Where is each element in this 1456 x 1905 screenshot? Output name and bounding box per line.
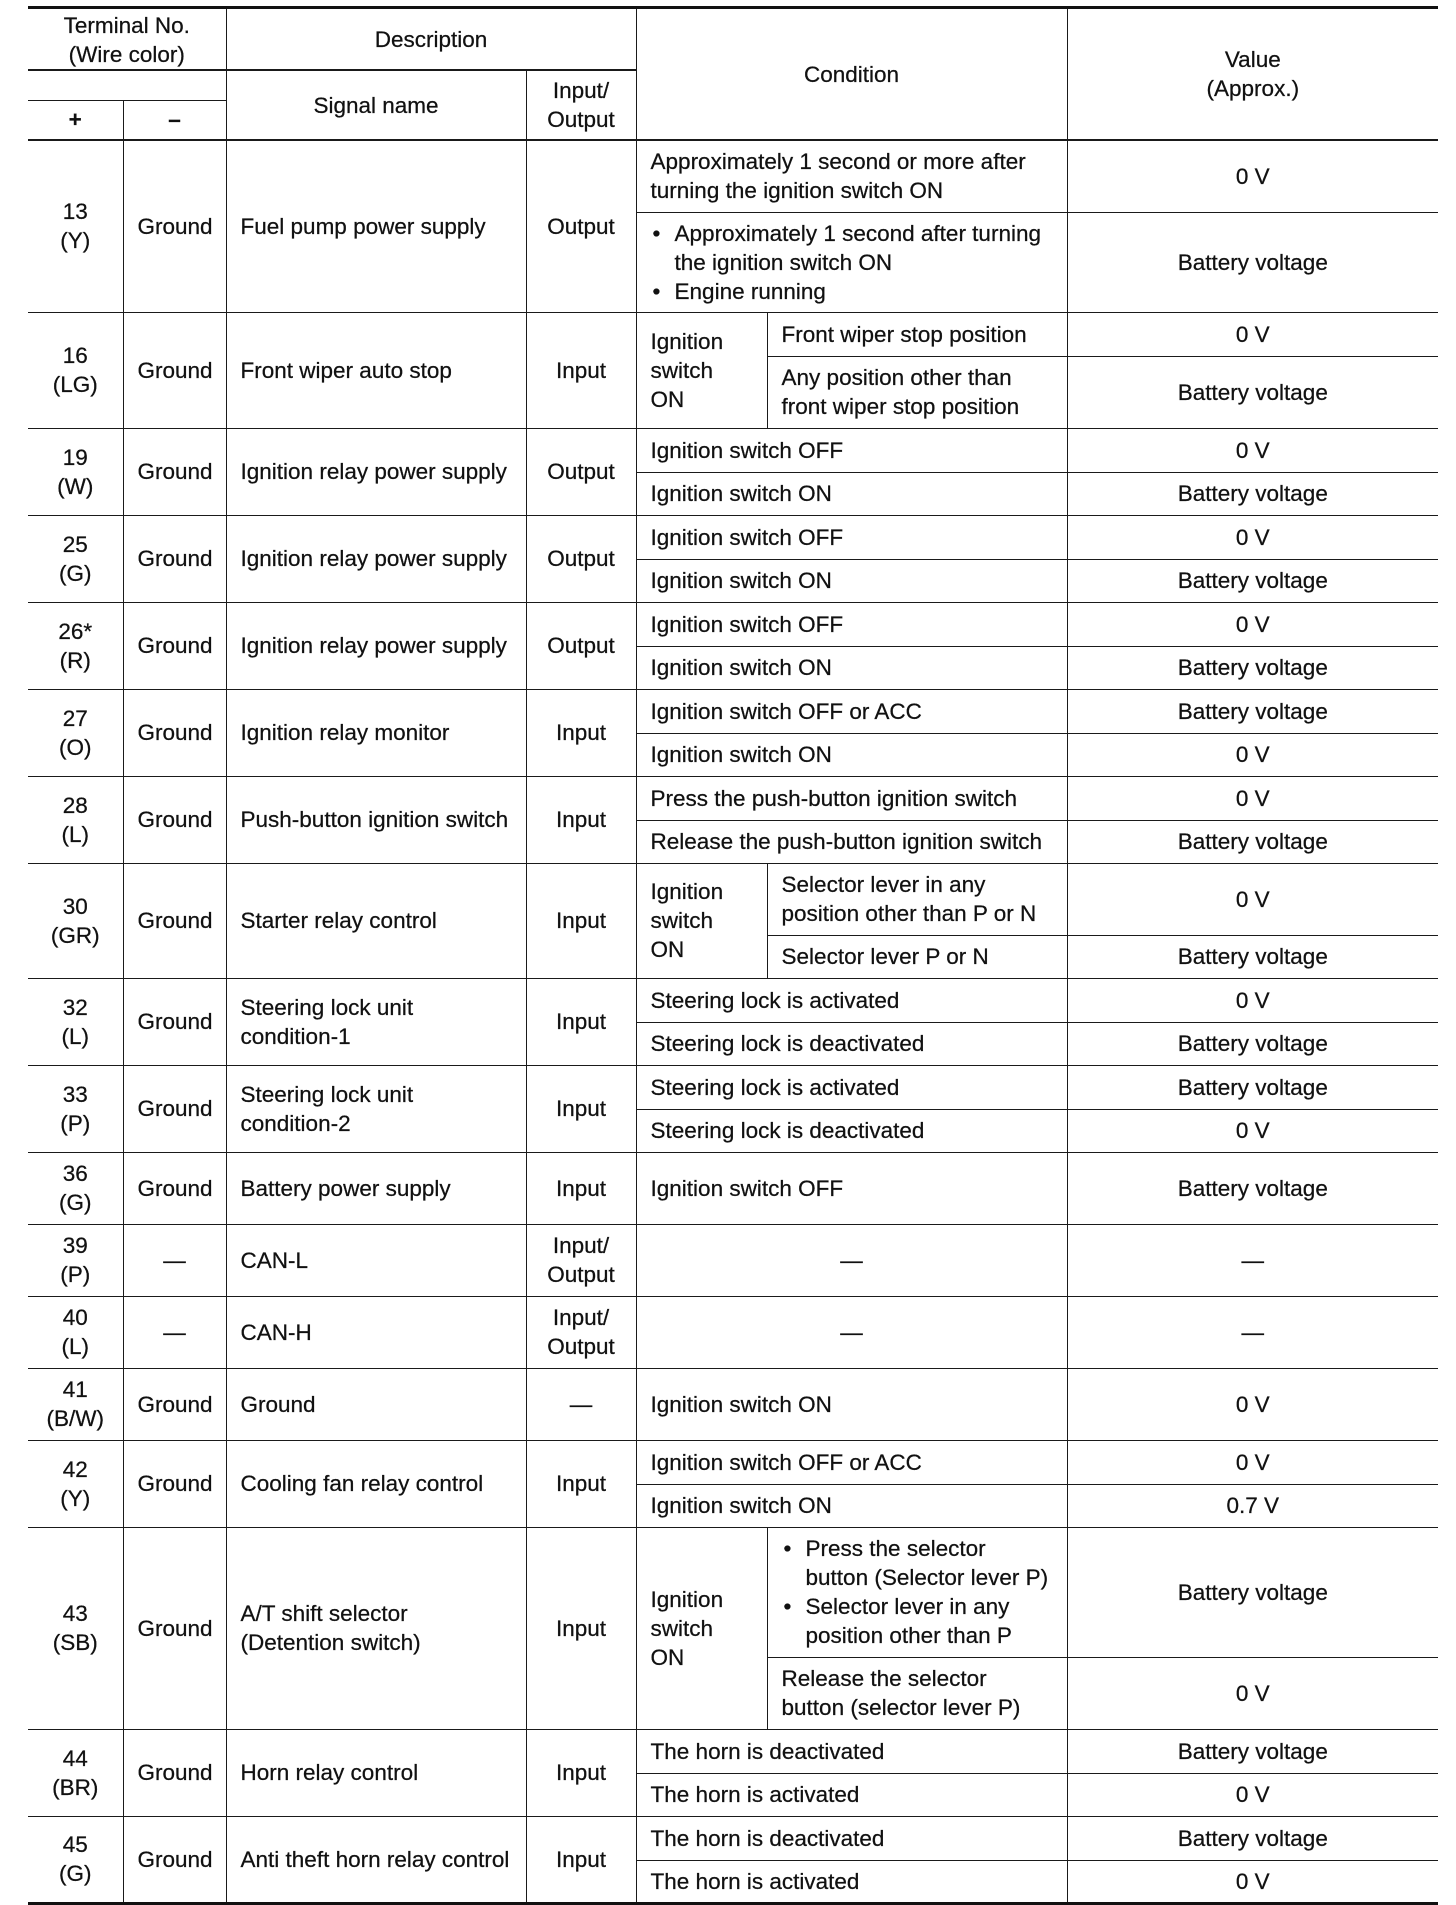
terminal-cell [28,515,123,602]
signal-name: Ignition relay power supply [226,602,526,689]
input-output: Input [526,1816,636,1903]
terminal-cell [28,312,123,428]
terminal-cell [28,863,123,978]
wire-color: (W) [57,473,94,499]
signal-name: Cooling fan relay control [226,1440,526,1527]
terminal-cell [28,1296,123,1368]
wire-color: (P) [60,1262,91,1287]
condition-cell: Ignition switch ON [636,559,1067,602]
condition-cell: The horn is deactivated [636,1729,1067,1773]
input-output: Output [526,140,636,312]
signal-name: Horn relay control [226,1729,526,1816]
terminal-number: 43 [62,1601,88,1626]
value-cell: 0 V [1067,1860,1438,1903]
terminal-number: 16 [62,343,88,368]
condition-cell: Front wiper stop position [767,312,1067,356]
condition-cell: Release the selector button (selector lever P) [767,1657,1067,1729]
signal-name: Steering lock unit condition-2 [226,1065,526,1152]
terminal-cell [28,776,123,863]
table-header [28,8,1438,141]
condition-cell: Approximately 1 second or more after turning the ignition switch ON [636,140,1067,212]
table-row [28,1296,1438,1368]
signal-name: CAN-L [226,1224,526,1296]
input-output: Input [526,312,636,428]
condition-cell: Any position other than front wiper stop position [767,356,1067,428]
minus-terminal: Ground [123,776,226,863]
terminal-cell [28,1527,123,1729]
condition-cell: — [636,1224,1067,1296]
condition-cell: Ignition switch OFF [636,428,1067,472]
wire-color: (O) [59,734,92,760]
table-row [28,978,1438,1022]
value-cell: Battery voltage [1067,356,1438,428]
terminal-cell [28,1729,123,1816]
terminal-number: 19 [62,444,88,470]
table-row [28,515,1438,559]
input-output: Output [526,602,636,689]
signal-name: Push-button ignition switch [226,776,526,863]
value-cell: Battery voltage [1067,1816,1438,1860]
condition-cell: Ignition switch OFF or ACC [636,1440,1067,1484]
wire-color: (L) [61,821,89,847]
table-row [28,602,1438,646]
input-output: Input/ Output [526,1224,636,1296]
terminal-cell [28,428,123,515]
terminal-number: 39 [62,1233,88,1258]
minus-header: – [123,100,226,140]
minus-terminal: Ground [123,602,226,689]
io-header-line2: Output [547,107,615,132]
condition-header: Condition [636,8,1067,141]
terminal-cell [28,1152,123,1224]
terminal-number: 27 [62,705,88,731]
input-output: Input [526,776,636,863]
value-cell: 0 V [1067,733,1438,776]
terminal-no-header [28,8,226,71]
table-body [28,140,1438,1903]
wire-color: (L) [61,1334,89,1359]
wire-color: (G) [59,560,92,586]
value-header [1067,8,1438,141]
signal-name-header: Signal name [226,70,526,140]
input-output: Input [526,1152,636,1224]
condition-cell: Release the push-button ignition switch [636,820,1067,863]
condition-cell: Ignition switch ON [636,646,1067,689]
value-cell: Battery voltage [1067,212,1438,312]
value-cell: — [1067,1224,1438,1296]
table-row [28,1816,1438,1860]
minus-terminal: Ground [123,1440,226,1527]
terminal-number: 41 [62,1377,88,1402]
signal-name: Anti theft horn relay control [226,1816,526,1903]
signal-name: A/T shift selector (Detention switch) [226,1527,526,1729]
signal-name: Ignition relay monitor [226,689,526,776]
terminal-number: 36 [62,1161,88,1186]
value-cell: 0.7 V [1067,1484,1438,1527]
terminal-number: 44 [62,1745,88,1771]
minus-terminal: Ground [123,428,226,515]
terminal-header-label: Terminal No. [63,13,190,38]
signal-name: Ignition relay power supply [226,515,526,602]
condition-cell: The horn is activated [636,1860,1067,1903]
condition-cell [767,1527,1067,1657]
condition-bullet: • Approximately 1 second after turning the ignition switch ON [651,219,1053,277]
terminal-number: 32 [62,994,88,1020]
plus-header: + [28,100,123,140]
table-row [28,1368,1438,1440]
condition-group: Ignition switch ON [636,1527,767,1729]
value-cell: Battery voltage [1067,689,1438,733]
table-row [28,863,1438,935]
terminal-cell [28,978,123,1065]
value-cell: Battery voltage [1067,820,1438,863]
wire-color: (BR) [52,1774,99,1800]
signal-name: Starter relay control [226,863,526,978]
signal-name: Ignition relay power supply [226,428,526,515]
input-output: — [526,1368,636,1440]
wire-color: (SB) [52,1630,98,1655]
io-header [526,70,636,140]
value-cell: Battery voltage [1067,1729,1438,1773]
condition-cell: Ignition switch OFF [636,1152,1067,1224]
minus-terminal: Ground [123,863,226,978]
condition-cell: The horn is deactivated [636,1816,1067,1860]
value-cell: 0 V [1067,428,1438,472]
table-row [28,1224,1438,1296]
signal-name: Front wiper auto stop [226,312,526,428]
input-output: Input/ Output [526,1296,636,1368]
terminal-header-spacer [28,70,226,100]
condition-group: Ignition switch ON [636,312,767,428]
minus-terminal: Ground [123,1816,226,1903]
table-row [28,1729,1438,1773]
table-row [28,1527,1438,1657]
value-cell: 0 V [1067,312,1438,356]
condition-bullet: • Press the selector button (Selector lever P) [782,1534,1053,1592]
table-row [28,1152,1438,1224]
condition-cell: Press the push-button ignition switch [636,776,1067,820]
condition-cell [636,212,1067,312]
value-cell: Battery voltage [1067,1065,1438,1109]
value-cell: Battery voltage [1067,646,1438,689]
condition-cell: — [636,1296,1067,1368]
value-cell: 0 V [1067,1773,1438,1816]
terminal-cell [28,689,123,776]
input-output: Input [526,1729,636,1816]
signal-name: CAN-H [226,1296,526,1368]
value-cell: 0 V [1067,1657,1438,1729]
wire-color: (G) [59,1190,92,1215]
terminal-number: 33 [62,1081,88,1107]
value-cell: 0 V [1067,1440,1438,1484]
condition-bullet: • Engine running [651,277,1053,306]
condition-cell: Ignition switch ON [636,733,1067,776]
condition-cell: Ignition switch ON [636,472,1067,515]
terminal-number: 30 [62,893,88,919]
condition-bullet: • Selector lever in any position other than P [782,1592,1053,1650]
condition-cell: Ignition switch OFF [636,602,1067,646]
input-output: Input [526,1065,636,1152]
value-cell: 0 V [1067,515,1438,559]
wire-color-header-label: (Wire color) [68,42,185,67]
condition-cell: Selector lever P or N [767,935,1067,978]
minus-terminal: Ground [123,978,226,1065]
value-cell: 0 V [1067,776,1438,820]
condition-cell: Ignition switch OFF [636,515,1067,559]
terminal-number: 25 [62,531,88,557]
minus-terminal: Ground [123,1729,226,1816]
terminal-cell [28,140,123,312]
table-row [28,689,1438,733]
wire-color: (B/W) [46,1406,104,1431]
minus-terminal: Ground [123,1065,226,1152]
minus-terminal: Ground [123,689,226,776]
condition-cell: Ignition switch OFF or ACC [636,689,1067,733]
table-row [28,1065,1438,1109]
condition-cell: Ignition switch ON [636,1368,1067,1440]
input-output: Input [526,1440,636,1527]
signal-name: Ground [226,1368,526,1440]
input-output: Input [526,689,636,776]
condition-cell: Steering lock is activated [636,1065,1067,1109]
minus-terminal: Ground [123,140,226,312]
value-cell: Battery voltage [1067,559,1438,602]
terminal-cell [28,1224,123,1296]
condition-cell: Selector lever in any position other than P or N [767,863,1067,935]
value-cell: 0 V [1067,978,1438,1022]
input-output: Input [526,863,636,978]
condition-cell: Steering lock is deactivated [636,1022,1067,1065]
condition-cell: Steering lock is activated [636,978,1067,1022]
minus-terminal: Ground [123,312,226,428]
value-cell: — [1067,1296,1438,1368]
value-cell: Battery voltage [1067,1022,1438,1065]
input-output: Output [526,428,636,515]
wire-color: (Y) [60,1485,91,1511]
table-row [28,428,1438,472]
minus-terminal: Ground [123,1368,226,1440]
condition-bullets [651,219,1053,306]
condition-cell: Steering lock is deactivated [636,1109,1067,1152]
table-row [28,776,1438,820]
condition-bullets [782,1534,1053,1650]
wire-color: (R) [59,647,91,673]
minus-terminal: Ground [123,1152,226,1224]
condition-cell: The horn is activated [636,1773,1067,1816]
minus-terminal: Ground [123,515,226,602]
terminal-table [28,6,1438,1905]
terminal-cell [28,1065,123,1152]
value-header-line2: (Approx.) [1206,76,1300,101]
value-cell: Battery voltage [1067,1152,1438,1224]
terminal-number: 45 [62,1832,88,1857]
value-cell: Battery voltage [1067,1527,1438,1657]
condition-cell: Ignition switch ON [636,1484,1067,1527]
input-output: Input [526,1527,636,1729]
description-header: Description [226,8,636,71]
value-cell: 0 V [1067,602,1438,646]
value-cell: Battery voltage [1067,472,1438,515]
value-cell: 0 V [1067,863,1438,935]
terminal-cell [28,1440,123,1527]
terminal-number: 28 [62,792,88,818]
wire-color: (P) [60,1110,91,1136]
wire-color: (G) [59,1861,92,1886]
wire-color: (L) [61,1023,89,1049]
value-cell: 0 V [1067,1109,1438,1152]
table-row [28,312,1438,356]
terminal-table-sheet [28,6,1438,1905]
input-output: Output [526,515,636,602]
minus-terminal: — [123,1296,226,1368]
terminal-number: 42 [62,1456,88,1482]
condition-group: Ignition switch ON [636,863,767,978]
terminal-number: 13 [62,199,88,225]
terminal-cell [28,602,123,689]
value-cell: 0 V [1067,1368,1438,1440]
minus-terminal: Ground [123,1527,226,1729]
value-cell: Battery voltage [1067,935,1438,978]
wire-color: (GR) [50,922,100,948]
value-cell: 0 V [1067,140,1438,212]
signal-name: Battery power supply [226,1152,526,1224]
terminal-number: 26* [58,618,93,644]
input-output: Input [526,978,636,1065]
signal-name: Steering lock unit condition-1 [226,978,526,1065]
terminal-number: 40 [62,1305,88,1330]
table-row [28,140,1438,212]
table-row [28,1440,1438,1484]
wire-color: (LG) [52,372,98,397]
value-header-line1: Value [1224,47,1281,72]
terminal-cell [28,1816,123,1903]
terminal-cell [28,1368,123,1440]
minus-terminal: — [123,1224,226,1296]
wire-color: (Y) [60,228,91,254]
signal-name: Fuel pump power supply [226,140,526,312]
io-header-line1: Input/ [552,78,610,103]
